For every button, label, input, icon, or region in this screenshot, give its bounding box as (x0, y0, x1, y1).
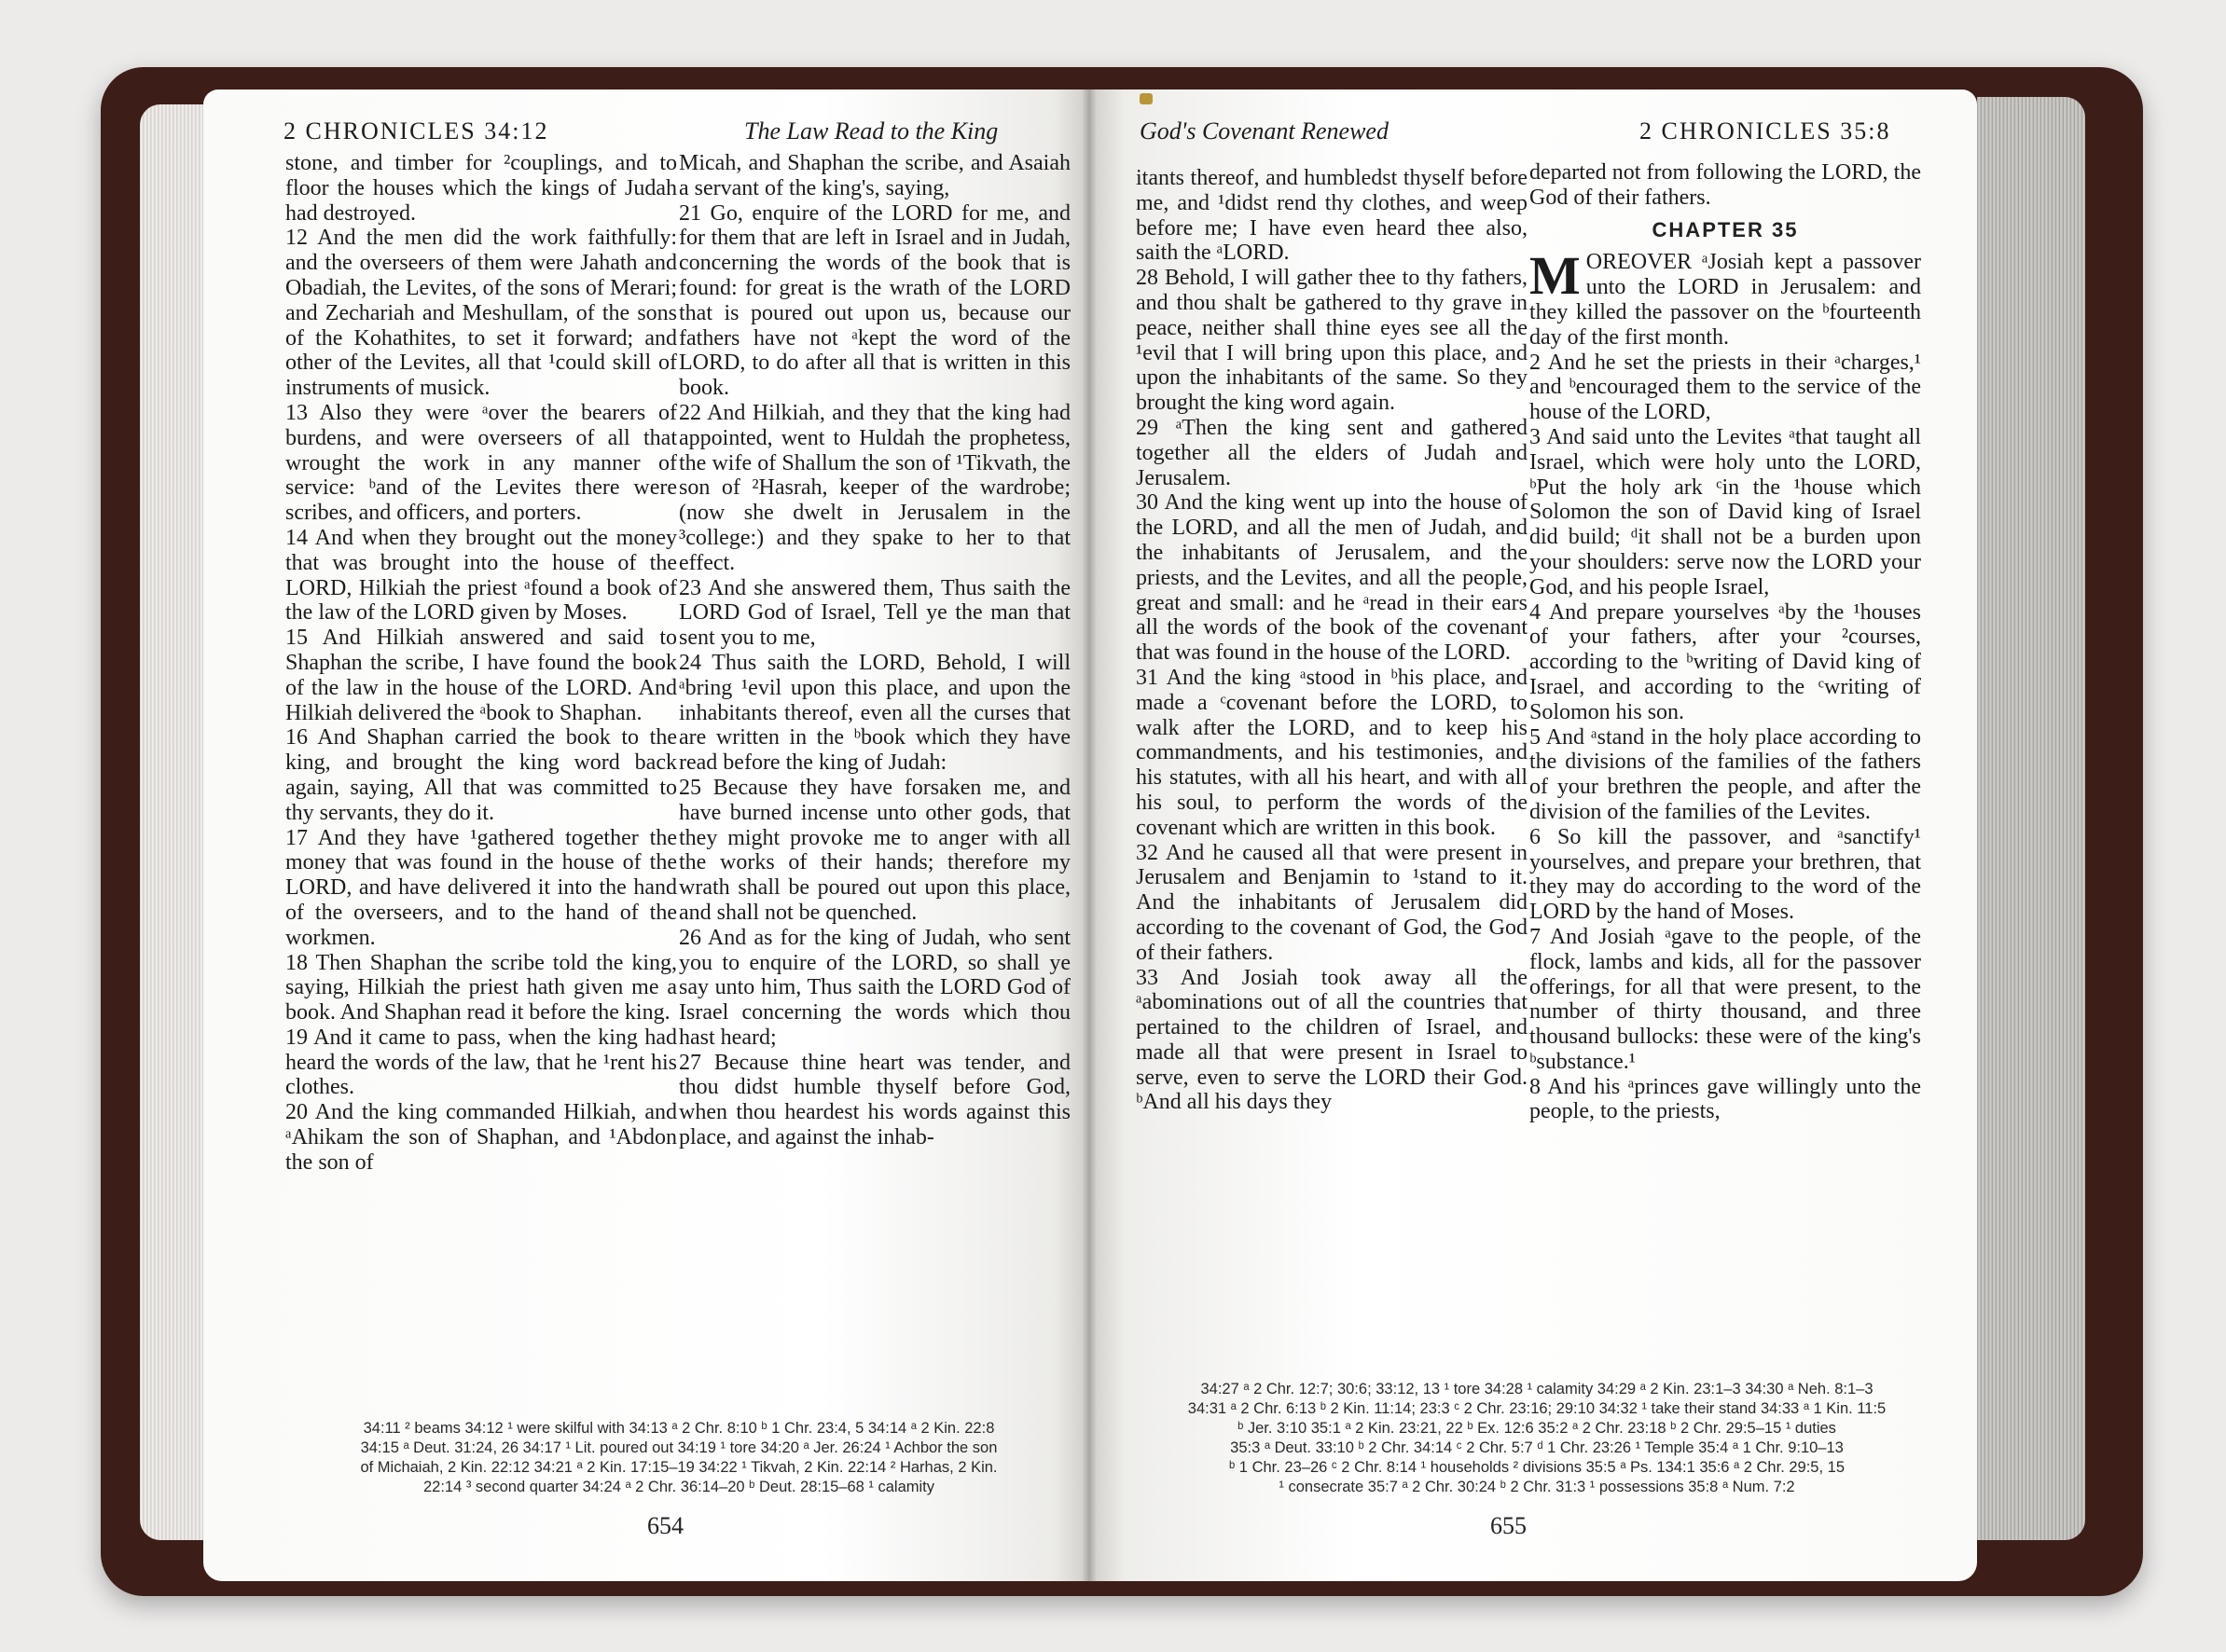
footnote-line: 34:15 ᵃ Deut. 31:24, 26 34:17 ¹ Lit. poured out 34:19 ¹ tore 34:20 ᵃ Jer. 26:24 ¹ Achbor the son (360, 1439, 998, 1456)
ribbon-marker (1140, 93, 1153, 104)
drop-cap: M (1529, 245, 1581, 307)
section-title-left: The Law Read to the King (744, 117, 999, 145)
verse-text: Micah, and Shaphan the scribe, and Asaiah a servant of the king's, saying, (679, 151, 1071, 200)
book-gutter (1082, 89, 1097, 1581)
verse-text: 33 And Josiah took away all the ᵃabominations out of all the countries that pertained to the children of Israel, and made all that were present in Israel to serve, even to serve the LORD their God. ᵇAnd all his days they (1136, 965, 1528, 1115)
verse-text: itants thereof, and humbledst thyself before me, and ¹didst rend thy clothes, and weep before me; I have even heard thee also, saith the ᵃLORD. (1136, 166, 1528, 266)
verse-text: 8 And his ᵃprinces gave willingly unto the people, to the priests, (1529, 1074, 1921, 1124)
footnote-line: ¹ consecrate 35:7 ᵃ 2 Chr. 30:24 ᵇ 2 Chr. 31:3 ¹ possessions 35:8 ᵃ Num. 7:2 (1279, 1479, 1795, 1495)
verse-text: stone, and timber for ²couplings, and to floor the houses which the kings of Judah had destroyed. (285, 151, 677, 226)
right-page (1089, 89, 1977, 1581)
verse-text: 3 And said unto the Levites ᵃthat taught all Israel, which were holy unto the LORD, ᵇPut the holy ark ᶜin the ¹house which Solomon the son of David king of Israel did build; ᵈit shall not be a burden upon your shoulders: serve now the LORD your God, and his people Israel, (1529, 424, 1921, 599)
verse-text: 27 Because thine heart was tender, and thou didst humble thyself before God, when thou heardest his words against this place, and against the inhab- (679, 1050, 1071, 1150)
verse-text: 18 Then Shaphan the scribe told the king, saying, Hilkiah the priest hath given me a book. And Shaphan read it before the king. (285, 950, 677, 1026)
right-page-column-1 (1136, 166, 1528, 1115)
verse-text: 23 And she answered them, Thus saith the LORD God of Israel, Tell ye the man that sent you to me, (679, 575, 1071, 651)
verse-text: 19 And it came to pass, when the king had heard the words of the law, that he ¹rent his clothes. (285, 1025, 677, 1100)
section-title-right: God's Covenant Renewed (1140, 117, 1389, 145)
footnote-line: ᵇ 1 Chr. 23–26 ᶜ 2 Chr. 8:14 ¹ households ² divisions 35:5 ᵃ Ps. 134:1 35:6 ᵃ 2 Chr. 29:5, 15 (1229, 1459, 1845, 1476)
left-page-footnotes (278, 1419, 1080, 1497)
verse-text: 13 Also they were ᵃover the bearers of burdens, and were overseers of all that wrought the work in any manner of service: ᵇand of the Levites there were scribes, and officers, and porters. (285, 400, 677, 526)
verse-text: departed not from following the LORD, the God of their fathers. (1529, 160, 1921, 210)
verse-text: 15 And Hilkiah answered and said to Shaphan the scribe, I have found the book of the law in the house of the LORD. And Hilkiah delivered the ᵃbook to Shaphan. (285, 626, 677, 725)
footnote-line: ᵇ Jer. 3:10 35:1 ᵃ 2 Kin. 23:21, 22 ᵇ Ex. 12:6 35:2 ᵃ 2 Chr. 23:18 ᵇ 2 Chr. 29:5–15 ¹ duties (1237, 1420, 1836, 1437)
verse-text: 22 And Hilkiah, and they that the king had appointed, went to Huldah the prophetess, the wife of Shallum the son of ¹Tikvath, the son of ²Hasrah, keeper of the wardrobe; (now she dwelt in Jerusalem in the ³college:) and they spake to her to that effect. (679, 400, 1071, 575)
verse-text: OREOVER ᵃJosiah kept a passover unto the LORD in Jerusalem: and they killed the passover on the ᵇfourteenth day of the first month. (1529, 250, 1921, 350)
verse-text: 17 And they have ¹gathered together the money that was found in the house of the LORD, and have delivered it into the hand of the overseers, and to the hand of the workmen. (285, 825, 677, 950)
verse-text: 14 And when they brought out the money that was brought into the house of the LORD, Hilkiah the priest ᵃfound a book of the law of the LORD given by Moses. (285, 525, 677, 626)
page-number-right: 655 (1490, 1512, 1527, 1539)
verse-text: 5 And ᵃstand in the holy place according to the divisions of the families of the fathers of your brethren the people, and after the division of the families of the Levites. (1529, 724, 1921, 824)
verse-text: 28 Behold, I will gather thee to thy fathers, and thou shalt be gathered to thy grave in peace, neither shall thine eyes see all the ¹evil that I will bring upon this place, and upon the inhabitants of the same. So they brought the king word again. (1136, 266, 1528, 416)
verse-text: 7 And Josiah ᵃgave to the people, of the flock, lambs and kids, all for the passover offerings, for all that were present, to the number of thirty thousand, and three thousand bullocks: these were of the king's ᵇsubstance.¹ (1529, 924, 1921, 1074)
verse-text: 31 And the king ᵃstood in ᵇhis place, and made a ᶜcovenant before the LORD, to walk after the LORD, and to keep his commandments, and his testimonies, and his statutes, with all his heart, and with all his soul, to perform the words of the covenant which are written in this book. (1136, 665, 1528, 840)
verse-text: 26 And as for the king of Judah, who sent you to enquire of the LORD, so shall ye say unto him, Thus saith the LORD God of Israel concerning the words which thou hast heard; (679, 925, 1071, 1050)
left-page-column-1 (285, 151, 677, 1176)
right-page-footnotes (1127, 1380, 1947, 1497)
footnote-line: 34:11 ² beams 34:12 ¹ were skilful with 34:13 ᵃ 2 Chr. 8:10 ᵇ 1 Chr. 23:4, 5 34:14 ᵃ 2 Kin. 22:8 (363, 1420, 995, 1437)
verse-text: 4 And prepare yourselves ᵃby the ¹houses of your fathers, after your ²courses, according to the ᵇwriting of David king of Israel, and according to the ᶜwriting of Solomon his son. (1529, 599, 1921, 724)
verse-text: 24 Thus saith the LORD, Behold, I will ᵃbring ¹evil upon this place, and upon the inhabitants thereof, even all the curses that are written in the ᵇbook which they have read before the king of Judah: (679, 650, 1071, 776)
verse-text: 25 Because they have forsaken me, and have burned incense unto other gods, that they might provoke me to anger with all the works of their hands; therefore my wrath shall be poured out upon this place, and shall not be quenched. (679, 775, 1071, 925)
verse-text: 2 And he set the priests in their ᵃcharges,¹ and ᵇencouraged them to the service of the house of the LORD, (1529, 350, 1921, 425)
verse-text: 29 ᵃThen the king sent and gathered together all the elders of Judah and Jerusalem. (1136, 415, 1528, 490)
verse-text: 32 And he caused all that were present in Jerusalem and Benjamin to ¹stand to it. And the inhabitants of Jerusalem did according to the covenant of God, the God of their fathers. (1136, 840, 1528, 965)
footnote-line: 35:3 ᵃ Deut. 33:10 ᵇ 2 Chr. 34:14 ᶜ 2 Chr. 5:7 ᵈ 1 Chr. 23:26 ¹ Temple 35:4 ᵃ 1 Chr. 9:10–13 (1230, 1439, 1844, 1456)
verse-text: 20 And the king commanded Hilkiah, and ᵃAhikam the son of Shaphan, and ¹Abdon the son of (285, 1100, 677, 1175)
verse-text: 6 So kill the passover, and ᵃsanctify¹ yourselves, and prepare your brethren, that they may do according to the word of the LORD by the hand of Moses. (1529, 824, 1921, 925)
left-page-column-2 (679, 151, 1071, 1150)
chapter-opening (1529, 245, 1921, 350)
verse-text: 16 And Shaphan carried the book to the king, and brought the king word back again, saying, All that was committed to thy servants, they do it. (285, 725, 677, 825)
verse-text: 30 And the king went up into the house of the LORD, and all the men of Judah, and the inhabitants of Jerusalem, and the priests, and the Levites, and all the people, great and small: and he ᵃread in their ears all the words of the book of the covenant that was found in the house of the LORD. (1136, 490, 1528, 666)
verse-text: 21 Go, enquire of the LORD for me, and for them that are left in Israel and in Judah, concerning the words of the book that is found: for great is the wrath of the LORD that is poured out upon us, because our fathers have not ᵃkept the word of the LORD, to do after all that is written in this book. (679, 200, 1071, 401)
footnote-line: of Michaiah, 2 Kin. 22:12 34:21 ᵃ 2 Kin. 17:15–19 34:22 ¹ Tikvah, 2 Kin. 22:14 ² Harhas, 2 Kin. (360, 1459, 998, 1476)
chapter-heading: CHAPTER 35 (1652, 217, 1799, 241)
right-page-column-2 (1529, 160, 1921, 1124)
page-number-left: 654 (647, 1512, 684, 1539)
left-page (203, 89, 1089, 1581)
page-edges-right (1977, 97, 2085, 1540)
footnote-line: 34:31 ᵃ 2 Chr. 6:13 ᵇ 2 Kin. 11:14; 23:3 ᶜ 2 Chr. 23:16; 29:10 34:32 ¹ take their stand 34:33 ᵃ 1 Kin. 11:5 (1187, 1400, 1887, 1417)
running-head-right: 2 CHRONICLES 35:8 (1639, 117, 1891, 145)
running-head-left: 2 CHRONICLES 34:12 (283, 117, 549, 145)
footnote-line: 22:14 ³ second quarter 34:24 ᵃ 2 Chr. 36:14–20 ᵇ Deut. 28:15–68 ¹ calamity (422, 1479, 935, 1495)
footnote-line: 34:27 ᵃ 2 Chr. 12:7; 30:6; 33:12, 13 ¹ tore 34:28 ¹ calamity 34:29 ᵃ 2 Kin. 23:1–3 34:30 ᵃ Neh. 8:1–3 (1200, 1381, 1873, 1397)
verse-text: 12 And the men did the work faithfully: and the overseers of them were Jahath and Obadiah, the Levites, of the sons of Merari; and Zechariah and Meshullam, of the sons of the Kohathites, to set it forward; and other of the Levites, all that ¹could skill of instruments of musick. (285, 226, 677, 401)
